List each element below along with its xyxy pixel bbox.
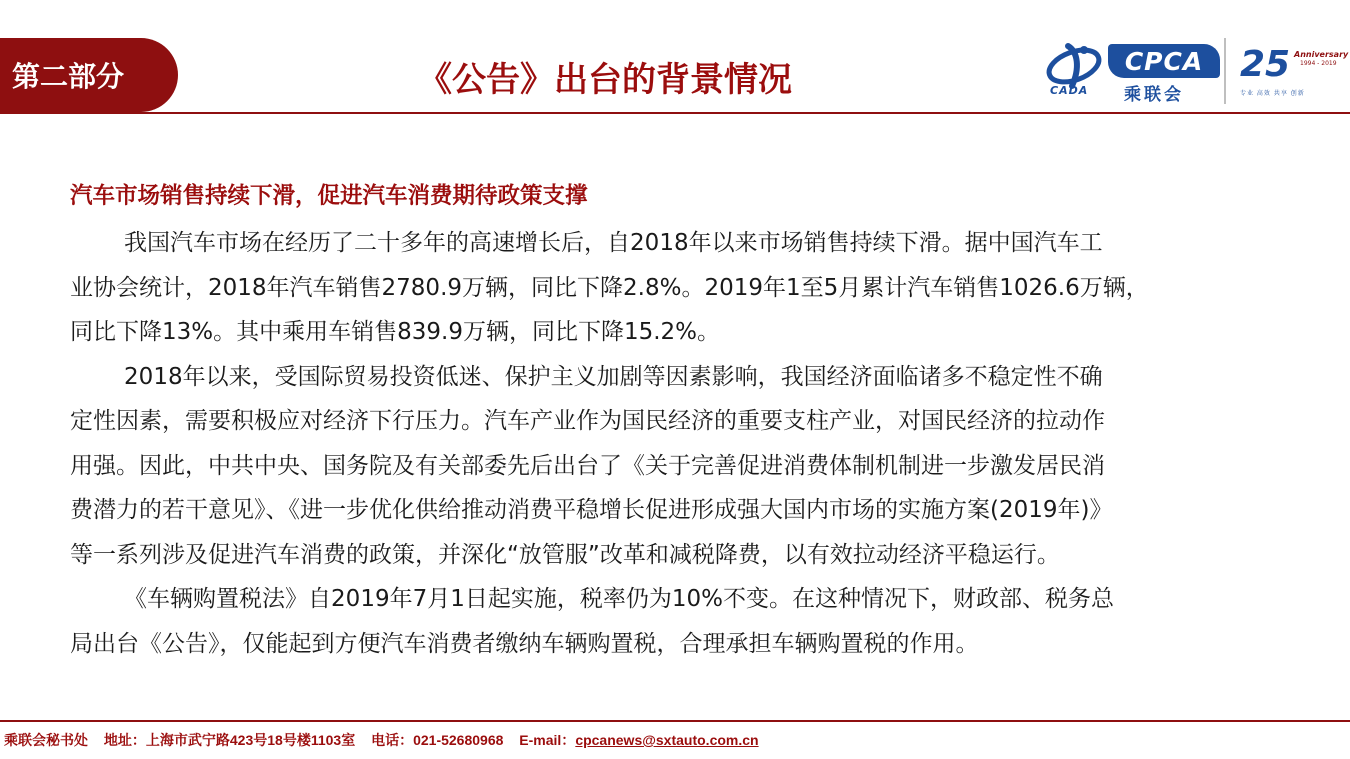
cpca-logo-cn: 乘联会 <box>1124 85 1184 105</box>
page-title: 《公告》出台的背景情况 <box>418 59 792 100</box>
footer-org: 乘联会秘书处 <box>4 732 88 748</box>
cpca-logo: CPCA <box>1108 44 1220 78</box>
content-heading: 汽车市场销售持续下滑，促进汽车消费期待政策支撑 <box>70 183 588 209</box>
anniversary-years: 1994 - 2019 <box>1300 60 1337 67</box>
body-text <box>70 221 1290 666</box>
section-tab <box>0 38 178 112</box>
footer-email-link[interactable]: cpcanews@sxtauto.com.cn <box>575 732 759 748</box>
text-line: 用强。因此，中共中央、国务院及有关部委先后出台了《关于完善促进消费体制机制进一步激发居民消 <box>70 452 1105 479</box>
anniversary-label: Anniversary <box>1294 50 1349 59</box>
paragraph <box>70 221 1290 355</box>
cada-logo-text: CADA <box>1050 84 1089 97</box>
text-line: 等一系列涉及促进汽车消费的政策，并深化“放管服”改革和减税降费，以有效拉动经济平稳运行。 <box>70 541 1060 568</box>
footer-divider <box>0 720 1350 722</box>
text-line: 定性因素，需要积极应对经济下行压力。汽车产业作为国民经济的重要支柱产业，对国民经济的拉动作 <box>70 408 1105 434</box>
text-line: 同比下降13%。其中乘用车销售839.9万辆，同比下降15.2%。 <box>70 319 721 345</box>
section-label: 第二部分 <box>12 60 125 93</box>
anniversary-number: 25 <box>1240 44 1291 85</box>
text-line: 业协会统计，2018年汽车销售2780.9万辆，同比下降2.8%。2019年1至5月累计汽车销售1026.6万辆， <box>70 274 1149 301</box>
footer-address: 地址：上海市武宁路423号18号楼1103室 <box>103 732 356 748</box>
footer-phone: 电话：021-52680968 <box>371 732 504 748</box>
header-divider <box>0 112 1350 114</box>
logo-area <box>1044 38 1349 105</box>
footer <box>4 730 759 750</box>
paragraph <box>70 355 1290 578</box>
logo-divider <box>1224 38 1226 104</box>
text-line: 2018年以来，受国际贸易投资低迷、保护主义加剧等因素影响，我国经济面临诸多不稳定性不确 <box>124 363 1103 390</box>
text-line: 费潜力的若干意见》、《进一步优化供给推动消费平稳增长促进形成强大国内市场的实施方案(2019年)》 <box>70 497 1113 523</box>
footer-email-label: E-mail： <box>519 732 576 748</box>
paragraph <box>70 577 1290 666</box>
anniversary-slogan: 专业 高效 共享 创新 <box>1240 90 1305 97</box>
text-line: 我国汽车市场在经历了二十多年的高速增长后，自2018年以来市场销售持续下滑。据中国汽车工 <box>124 230 1103 256</box>
text-line: 局出台《公告》，仅能起到方便汽车消费者缴纳车辆购置税，合理承担车辆购置税的作用。 <box>70 630 979 657</box>
text-line: 《车辆购置税法》自2019年7月1日起实施，税率仍为10%不变。在这种情况下，财政部、税务总 <box>124 586 1114 612</box>
